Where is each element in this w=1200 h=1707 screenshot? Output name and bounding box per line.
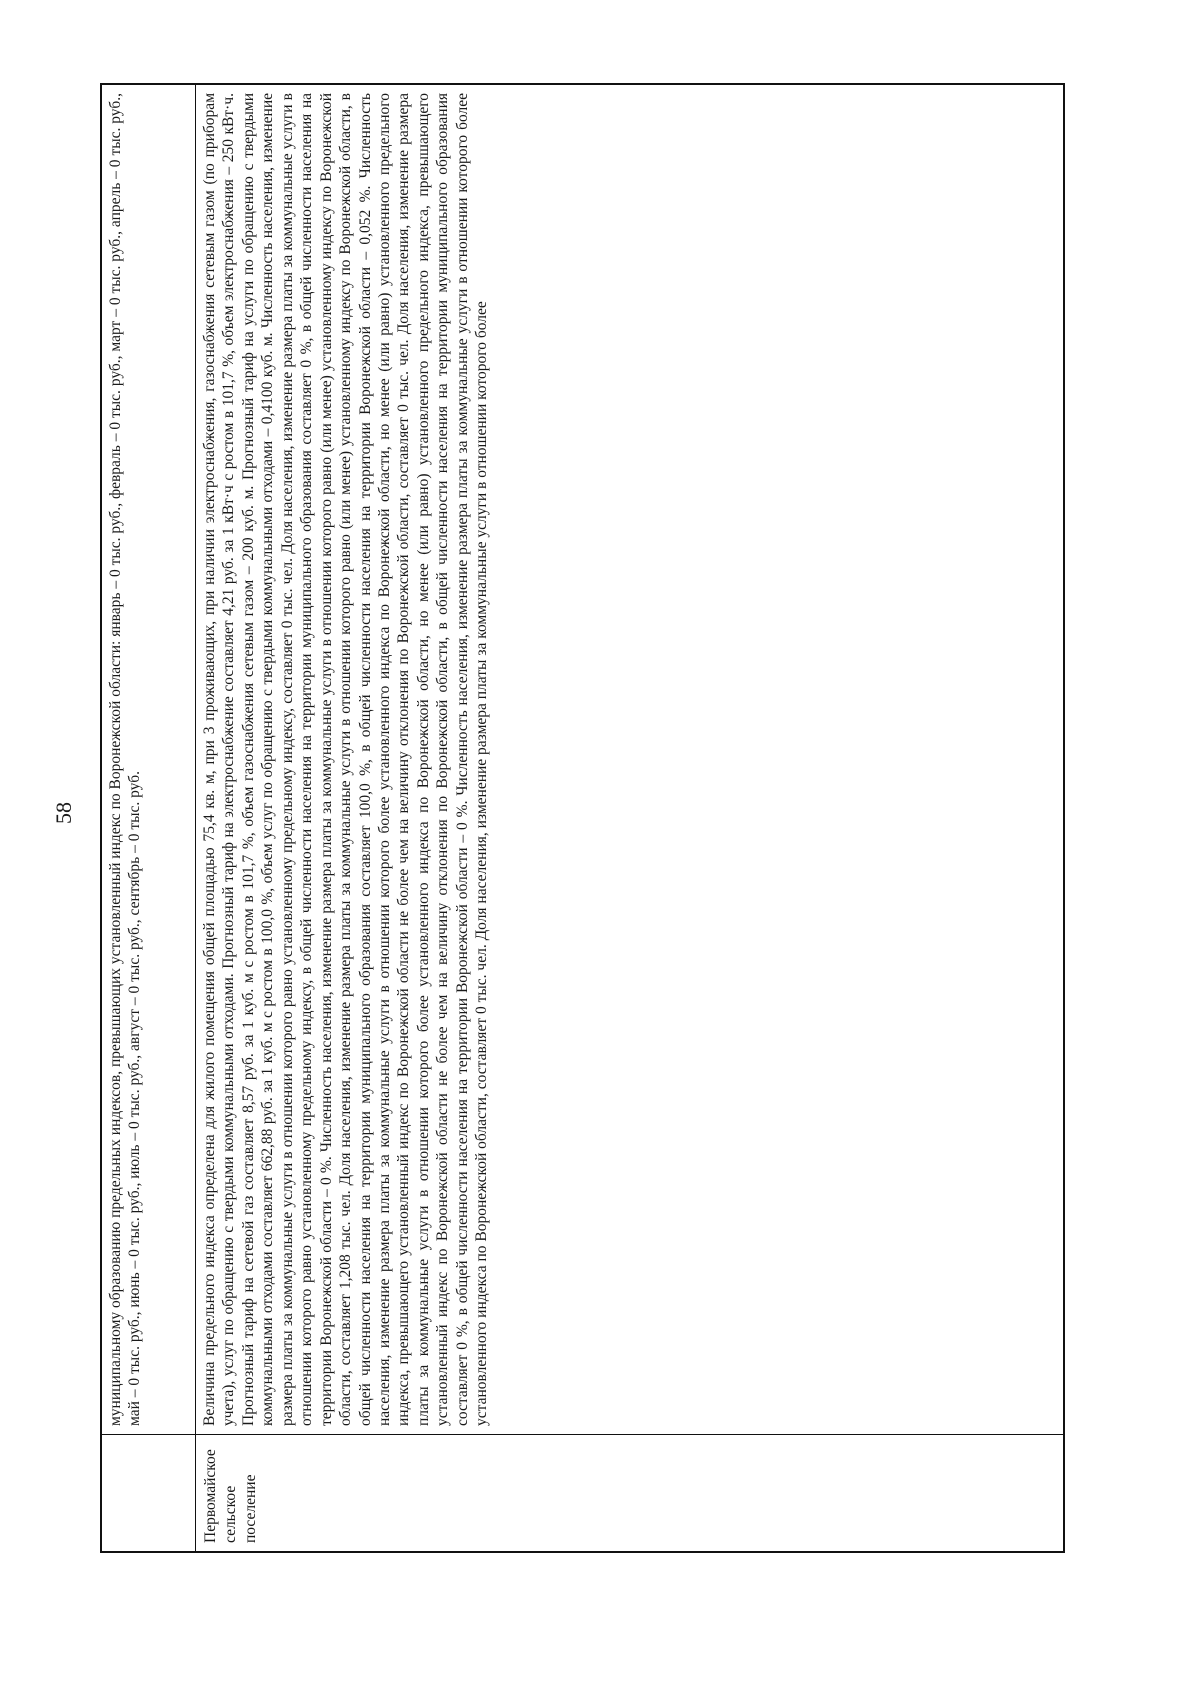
data-table: [100, 83, 1065, 1553]
municipality-name-cell: Первомайское сельское поселение: [196, 1434, 1063, 1551]
rotated-page-content: [100, 83, 1065, 1553]
table-row: [196, 85, 1063, 1551]
description-cell: муниципальному образованию предельных индексов, превышающих установленный индекс по Воронежской области: январь – 0 тыс. руб., февраль – 0 тыс. руб., март – 0 тыс. руб., апрель – 0 тыс. руб., май – 0 тыс. руб., июнь – 0 тыс. руб., июль – 0 тыс. руб., август – 0 тыс. руб., сентябрь – 0 тыс. руб.: [107, 93, 144, 1426]
description-cell: Величина предельного индекса определена для жилого помещения общей площадью 75,4 кв. м, при 3 проживающих, при наличии электроснабжения, газоснабжения сетевым газом (по приборам учета), услуг по обращению с твердыми коммунальными отходами. Прогнозный тариф на электроснабжение составляет 4,21 руб. за 1 кВт·ч с ростом в 101,7 %, объем электроснабжения – 250 кВт·ч. Прогнозный тариф на сетевой газ составляет 8,57 руб. за 1 куб. м с ростом в 101,7 %, объем газоснабжения сетевым газом – 200 куб. м. Прогнозный тариф на услуги по обращению с твердыми коммунальными отходами составляет 662,88 руб. за 1 куб. м с ростом в 100,0 %, объем услуг по обращению с твердыми коммунальными отходами – 0,4100 куб. м. Численность населения, изменение размера платы за коммунальные услуги в отношении которого равно установленному предельному индексу, составляет 0 тыс. чел. Доля населения, изменение размера платы за коммунальные услуги в отношении которого равно установленному предельному индексу, в общей численности населения на территории муниципального образования составляет 0 %, в общей численности населения на территории Воронежской области – 0 %. Численность населения, изменение размера платы за коммунальные услуги в отношении которого равно (или менее) установленному индексу по Воронежской области, составляет 1,208 тыс. чел. Доля населения, изменение размера платы за коммунальные услуги в отношении которого равно (или менее) установленному индексу по Воронежской области, в общей численности населения на территории муниципального образования составляет 100,0 %, в общей численности населения на территории Воронежской области – 0,052 %. Численность населения, изменение размера платы за коммунальные услуги в отношении которого более установленного индекса по Воронежской области, но менее (или равно) установленного предельного индекса, превышающего установленный индекс по Воронежской области не более чем на величину отклонения по Воронежской области, составляет 0 тыс. чел. Доля населения, изменение размера платы за коммунальные услуги в отношении которого более установленного индекса по Воронежской области, но менее (или равно) установленного предельного индекса, превышающего установленный индекс по Воронежской области не более чем на величину отклонения по Воронежской области, в общей численности населения на территории муниципального образования составляет 0 %, в общей численности населения на территории Воронежской области – 0 %. Численность населения, изменение размера платы за коммунальные услуги в отношении которого более установленного индекса по Воронежской области, составляет 0 тыс. чел. Доля населения, изменение размера платы за коммунальные услуги в отношении которого более: [201, 93, 491, 1426]
table-row: [102, 85, 196, 1551]
page-number: 58: [51, 802, 76, 824]
municipality-name-cell: [102, 1434, 195, 1551]
